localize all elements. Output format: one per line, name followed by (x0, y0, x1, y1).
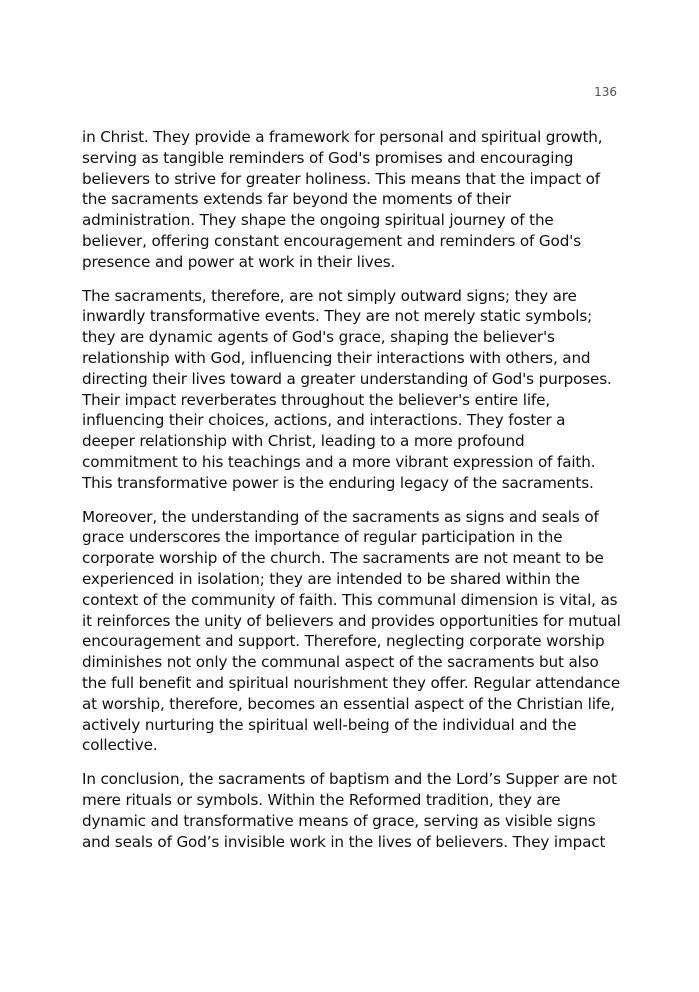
page-number: 136 (594, 85, 617, 99)
body-text (82, 127, 622, 865)
paragraph: Moreover, the understanding of the sacraments as signs and seals of grace underscores the importance of regular participation in the corporate worship of the church. The sacraments are not meant to be experienced in isolation; they are intended to be shared within the context of the community of faith. This communal dimension is vital, as it reinforces the unity of believers and provides opportunities for mutual encouragement and support. Therefore, neglecting corporate worship diminishes not only the communal aspect of the sacraments but also the full benefit and spiritual nourishment they offer. Regular attendance at worship, therefore, becomes an essential aspect of the Christian life, actively nurturing the spiritual well-being of the individual and the collective. (82, 507, 621, 755)
paragraph: in Christ. They provide a framework for personal and spiritual growth, serving as tangible reminders of God's promises and encouraging believers to strive for greater holiness. This means that the impact of the sacraments extends far beyond the moments of their administration. They shape the ongoing spiritual journey of the believer, offering constant encouragement and reminders of God's presence and power at work in their lives. (82, 128, 603, 271)
paragraph: In conclusion, the sacraments of baptism and the Lord’s Supper are not mere rituals or symbols. Within the Reformed tradition, they are dynamic and transformative means of grace, serving as visible signs and seals of God’s invisible work in the lives of believers. They impact (82, 770, 617, 851)
paragraph: The sacraments, therefore, are not simply outward signs; they are inwardly transformative events. They are not merely static symbols; they are dynamic agents of God's grace, shaping the believer's relationship with God, influencing their interactions with others, and directing their lives toward a greater understanding of God's purposes. Their impact reverberates throughout the believer's entire life, influencing their choices, actions, and interactions. They foster a deeper relationship with Christ, leading to a more profound commitment to his teachings and a more vibrant expression of faith. This transformative power is the enduring legacy of the sacraments. (82, 286, 612, 492)
